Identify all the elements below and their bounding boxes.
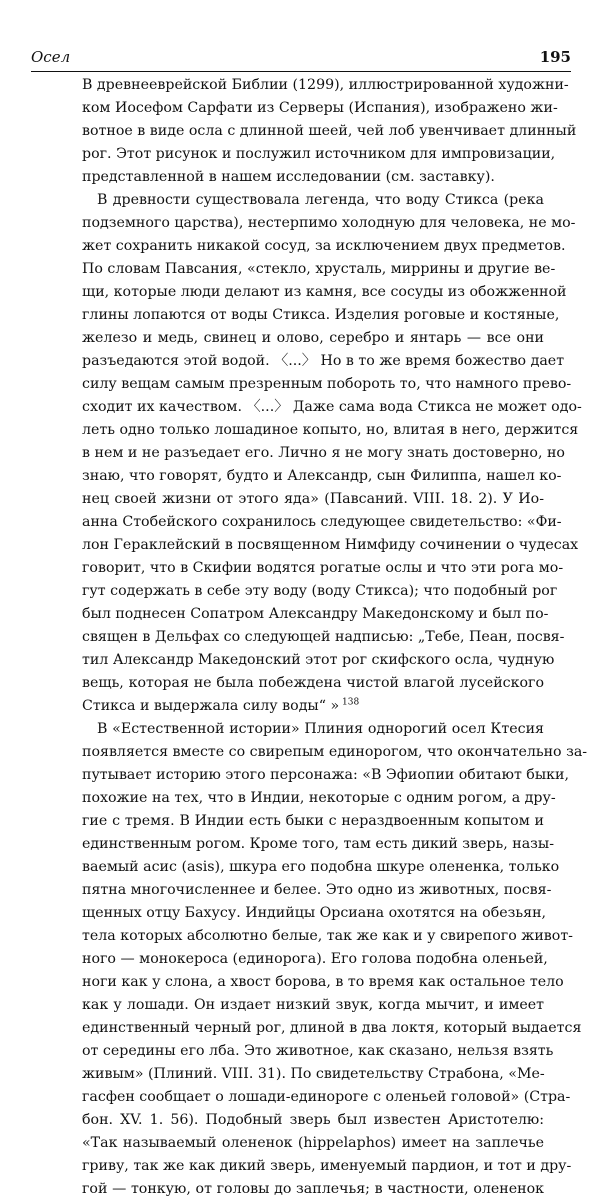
page-number: 195 bbox=[539, 48, 571, 66]
text-line: появляется вместе со свирепым единорогом, что окончательно за- bbox=[82, 744, 588, 760]
text-line: гасфен сообщает о лошади-единороге с оленьей головой» (Стра- bbox=[82, 1089, 571, 1105]
text-line: гут содержать в себе эту воду (воду Стикса); что подобный рог bbox=[82, 583, 558, 599]
text-line: пятна многочисленнее и белее. Это одно из животных, посвя- bbox=[82, 882, 552, 898]
text-line: гриву, так же как дикий зверь, именуемый пардион, и тот и дру- bbox=[82, 1158, 572, 1174]
text-line: единственный черный рог, длиной в два локтя, который выдается bbox=[82, 1020, 582, 1036]
text-line: сходит их качеством. 〈...〉 Даже сама вода Стикса не может одо- bbox=[82, 399, 582, 415]
text-line: рог. Этот рисунок и послужил источником для импровизации, bbox=[82, 146, 556, 162]
paragraph bbox=[82, 189, 582, 718]
text-line: живым» (Плиний. VIII. 31). По свидетельству Страбона, «Ме- bbox=[82, 1066, 545, 1082]
text-line: был поднесен Сопатром Александру Македонскому и был по- bbox=[82, 606, 549, 622]
text-line: священ в Дельфах со следующей надписью: „Тебе, Пеан, посвя- bbox=[82, 629, 565, 645]
running-title: Осел bbox=[31, 48, 71, 66]
text-line: разъедаются этой водой. 〈...〉 Но в то же время божество дает bbox=[82, 353, 565, 369]
page-header bbox=[31, 48, 571, 72]
paragraph bbox=[82, 718, 588, 1201]
text-line: анна Стобейского сохранилось следующее свидетельство: «Фи- bbox=[82, 514, 562, 530]
text-line: «Так называемый олененок (hippelaphos) имеет на заплечье bbox=[82, 1135, 544, 1151]
text-line: щи, которые люди делают из камня, все сосуды из обожженной bbox=[82, 284, 567, 300]
text-line: По словам Павсания, «стекло, хрусталь, миррины и другие ве- bbox=[82, 261, 556, 277]
text-line: ноги как у слона, а хвост борова, в то время как остальное тело bbox=[82, 974, 564, 990]
text-line: силу вещам самым презренным побороть то, что намного прево- bbox=[82, 376, 572, 392]
text-line: ного — монокероса (единорога). Его голова подобна оленьей, bbox=[82, 951, 548, 967]
text-line: единственным рогом. Кроме того, там есть дикий зверь, назы- bbox=[82, 836, 554, 852]
text-line: лон Гераклейский в посвященном Нимфиду сочинении о чудесах bbox=[82, 537, 579, 553]
text-line: путывает историю этого персонажа: «В Эфиопии обитают быки, bbox=[82, 767, 569, 783]
text-line: щенных отцу Бахусу. Индийцы Орсиана охотятся на обезьян, bbox=[82, 905, 547, 921]
text-line: В «Естественной истории» Плиния однорогий осел Ктесия bbox=[97, 721, 544, 737]
text-line: леть одно только лошадиное копыто, но, влитая в него, держится bbox=[82, 422, 579, 438]
text-line: как у лошади. Он издает низкий звук, когда мычит, и имеет bbox=[82, 997, 544, 1013]
text-line: тела которых абсолютно белые, так же как и у свирепого живот- bbox=[82, 928, 573, 944]
text-line: похожие на тех, что в Индии, некоторые с одним рогом, а дру- bbox=[82, 790, 556, 806]
text-line: ком Иосефом Сарфати из Серверы (Испания), изображено жи- bbox=[82, 100, 558, 116]
text-line: в нем и не разъедает его. Лично я не могу знать достоверно, но bbox=[82, 445, 565, 461]
header-rule bbox=[31, 71, 571, 72]
text-line: тил Александр Македонский этот рог скифского осла, чудную bbox=[82, 652, 555, 668]
text-line: нец своей жизни от этого яда» (Павсаний. VIII. 18. 2). У Ио- bbox=[82, 491, 544, 507]
text-line: железо и медь, свинец и олово, серебро и янтарь — все они bbox=[82, 330, 544, 346]
text-line: Стикса и выдержала силу воды“ » $^{138}$ bbox=[82, 697, 360, 714]
text-line: от середины его лба. Это животное, как сказано, нельзя взять bbox=[82, 1043, 554, 1059]
paragraph bbox=[82, 74, 577, 189]
text-line: говорит, что в Скифии водятся рогатые ослы и что эти рога мо- bbox=[82, 560, 564, 576]
body-text bbox=[82, 74, 588, 1201]
text-line: представленной в нашем исследовании (см. заставку). bbox=[82, 169, 495, 185]
text-line: бон. XV. 1. 56). Подобный зверь был известен Аристотелю: bbox=[82, 1112, 544, 1128]
text-line: жет сохранить никакой сосуд, за исключением двух предметов. bbox=[82, 238, 566, 254]
footnote-ref[interactable]: 138 bbox=[339, 697, 360, 708]
text-line: вотное в виде осла с длинной шеей, чей лоб увенчивает длинный bbox=[82, 123, 577, 139]
text-line: ваемый асис (asis), шкура его подобна шкуре олененка, только bbox=[82, 859, 560, 875]
text-line: вещь, которая не была побеждена чистой влагой лусейского bbox=[82, 675, 544, 691]
text-line: знаю, что говорят, будто и Александр, сын Филиппа, нашел ко- bbox=[82, 468, 562, 484]
text-line: глины лопаются от воды Стикса. Изделия роговые и костяные, bbox=[82, 307, 560, 323]
text-line: гие с тремя. В Индии есть быки с нераздвоенным копытом и bbox=[82, 813, 544, 829]
text-line: подземного царства), нестерпимо холодную для человека, не мо- bbox=[82, 215, 576, 231]
text-line: В древности существовала легенда, что воду Стикса (река bbox=[97, 192, 544, 208]
text-line: В древнееврейской Библии (1299), иллюстрированной художни- bbox=[82, 77, 569, 93]
text-line: гой — тонкую, от головы до заплечья; в частности, олененок bbox=[82, 1181, 544, 1197]
